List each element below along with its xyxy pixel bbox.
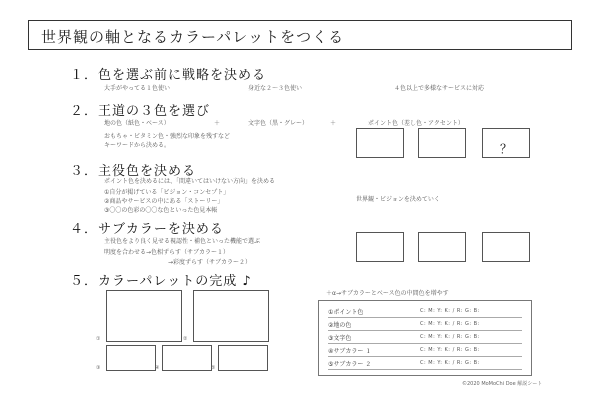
section1-heading: １．色を選ぶ前に戦略を決める	[70, 68, 267, 83]
section3-intro: ポイント色を決めるには、「間違いてはいけない方向」を決める	[104, 178, 276, 185]
palette-row-line-5	[328, 369, 522, 370]
color-swatch-main	[356, 232, 404, 262]
title-box	[28, 20, 572, 50]
color-swatch-base	[356, 128, 404, 158]
section3-line-1: ①自分が掲げている「ビジョン・コンセプト」	[104, 189, 230, 196]
section4-line-1: 明度を合わせる→色相ずらす（サブカラー１）	[104, 249, 229, 256]
strategy-option-2: 身近な２～３色使い	[248, 85, 303, 92]
section4-line-2: →彩度ずらす（サブカラー２）	[168, 259, 251, 266]
palette-row-label-4: ④サブカラー １	[328, 348, 372, 355]
palette-row-line-4	[328, 356, 522, 357]
box-marker-5: ⑤	[211, 365, 216, 371]
palette-row-label-2: ②地の色	[328, 322, 352, 329]
section4-heading: ４．サブカラーを決める	[70, 222, 224, 237]
section4-intro: 主役色をより良く見せる視認性・補色といった機能で選ぶ	[104, 238, 261, 245]
section3-line-3: ③〇〇の色彩の〇〇な色といった色見本帳	[104, 207, 218, 214]
box-marker-3: ③	[96, 365, 101, 371]
palette-box-2	[193, 290, 269, 342]
section3-side-note: 世界観・ビジョンを決めていく	[356, 196, 440, 203]
palette-box-4	[162, 345, 212, 371]
palette-box-1	[106, 290, 182, 342]
palette-row-code-3: C: M: Y: K: / R: G: B:	[420, 334, 480, 340]
plus-sign-2: ＋	[330, 120, 337, 127]
plus-sign-1: ＋	[214, 120, 221, 127]
accent-color-label: ポイント色（差し色・アクセント）	[368, 120, 464, 127]
copyright: ©2020 MoMoChi Doe 解説シート	[462, 381, 543, 387]
box-marker-1: ①	[96, 336, 101, 342]
section2-note-line1: おもちゃ・ビタミン色・強烈な印象を残すなど	[104, 133, 231, 140]
palette-row-line-1	[328, 317, 522, 318]
section2-heading: ２．王道の３色を選び	[70, 104, 211, 119]
strategy-option-3: ４色以上で多様なサービスに対応	[394, 85, 485, 92]
color-swatch-sub1	[418, 232, 466, 262]
palette-row-code-4: C: M: Y: K: / R: G: B:	[420, 347, 480, 353]
palette-row-code-2: C: M: Y: K: / R: G: B:	[420, 321, 480, 327]
section3-line-2: ②商品やサービスの中にある「ストーリー」	[104, 198, 224, 205]
palette-row-label-3: ③文字色	[328, 335, 352, 342]
palette-box-5	[218, 345, 268, 371]
color-swatch-text	[418, 128, 466, 158]
section2-note-line2: キーワードから決める。	[104, 142, 171, 149]
page-title: 世界観の軸となるカラーパレットをつくる	[41, 28, 345, 46]
section3-heading: ３．主役色を決める	[70, 164, 197, 179]
box-marker-4: ④	[155, 365, 160, 371]
question-mark: ？	[499, 142, 512, 156]
palette-row-label-1: ①ポイント色	[328, 309, 364, 316]
strategy-option-1: 大手がやってる１色使い	[104, 85, 171, 92]
base-color-label: 地の色（紙色・ベース）	[104, 120, 170, 127]
section5-heading: ５．カラーパレットの完成 ♪	[70, 274, 252, 289]
palette-row-code-5: C: M: Y: K: / R: G: B:	[420, 360, 480, 366]
palette-row-label-5: ⑤サブカラー ２	[328, 361, 372, 368]
palette-row-line-2	[328, 330, 522, 331]
palette-row-line-3	[328, 343, 522, 344]
palette-note: ＋α→サブカラーとベース色の中間色を増やす	[326, 290, 449, 297]
palette-box-3	[106, 345, 156, 371]
color-swatch-accent	[482, 128, 530, 158]
text-color-label: 文字色（黒・グレー）	[248, 120, 309, 127]
box-marker-2: ②	[183, 336, 188, 342]
color-swatch-sub2	[482, 232, 530, 262]
palette-row-code-1: C: M: Y: K: / R: G: B:	[420, 308, 480, 314]
